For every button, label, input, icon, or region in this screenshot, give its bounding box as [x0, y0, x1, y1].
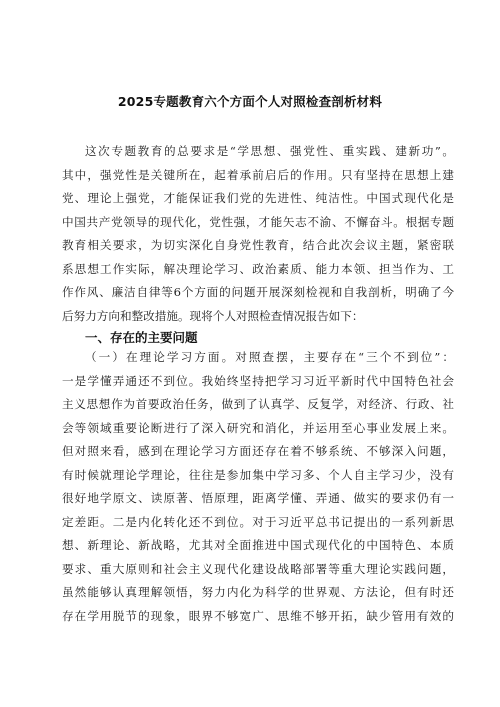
paragraph-line: （一）在理论学习方面。对照查摆，主要存在“三个不到位”：	[85, 350, 454, 364]
paragraph-line: 这次专题教育的总要求是“学思想、强党性、重实践、建新功”。	[85, 144, 454, 158]
paragraph-line: 主义思想作为首要政治任务，做到了认真学、反复学，对经济、行政、社	[62, 397, 454, 411]
paragraph-line: 虽然能够认真理解领悟，努力内化为科学的世界观、方法论，但有时还	[62, 585, 454, 599]
paragraph-line: 一是学懂弄通还不到位。我始终坚持把学习习近平新时代中国特色社会	[62, 373, 454, 388]
paragraph-line: 中国共产党领导的现代化，党性强，才能矢志不渝、不懈奋斗。根据专题	[62, 214, 454, 229]
paragraph-line: 有时候就理论学理论，往往是参加集中学习多、个人自主学习少，没有	[62, 467, 454, 482]
paragraph-line: 想、新理论、新战略，尤其对全面推进中国式现代化的中国特色、本质	[62, 538, 454, 552]
paragraph-line: 存在学用脱节的现象，眼界不够宽广、思维不够开拓，缺少管用有效的	[62, 608, 454, 623]
paragraph-line: 会等领域重要论断进行了深入研究和消化，并运用至心事业发展上来。	[62, 420, 454, 435]
paragraph-line: 其中，强党性是关键所在，起着承前启后的作用。只有坚持在思想上建	[62, 167, 454, 182]
section-paragraph	[62, 346, 454, 628]
paragraph-line: 系思想工作实际，解决理论学习、政治素质、能力本领、担当作为、工	[62, 261, 454, 276]
paragraph-line: 要求、重大原则和社会主义现代化建设战略部署等重大理论实践问题，	[62, 561, 454, 576]
paragraph-line: 定差距。二是内化转化还不到位。对于习近平总书记提出的一系列新思	[62, 514, 454, 529]
paragraph-line: 党、理论上强党，才能保证我们党的先进性、纯洁性。中国式现代化是	[62, 191, 454, 205]
paragraph-line: 作作风、廉洁自律等6个方面的问题开展深刻检视和自我剖析，明确了今	[62, 285, 454, 299]
section-heading: 一、存在的主要问题	[85, 330, 198, 345]
paragraph-line: 后努力方向和整改措施。现将个人对照检查情况报告如下：	[62, 308, 364, 323]
paragraph-line: 教育相关要求，为切实深化自身党性教育，结合此次会议主题，紧密联	[62, 238, 454, 252]
paragraph-line: 很好地学原文、读原著、悟原理，距离学懂、弄通、做实的要求仍有一	[62, 491, 454, 505]
paragraph-line: 但对照来看，感到在理论学习方面还存在着不够系统、不够深入问题，	[62, 444, 454, 458]
document-title: 2025专题教育六个方面个人对照检查剖析材料	[117, 94, 383, 109]
intro-paragraph	[62, 140, 454, 328]
